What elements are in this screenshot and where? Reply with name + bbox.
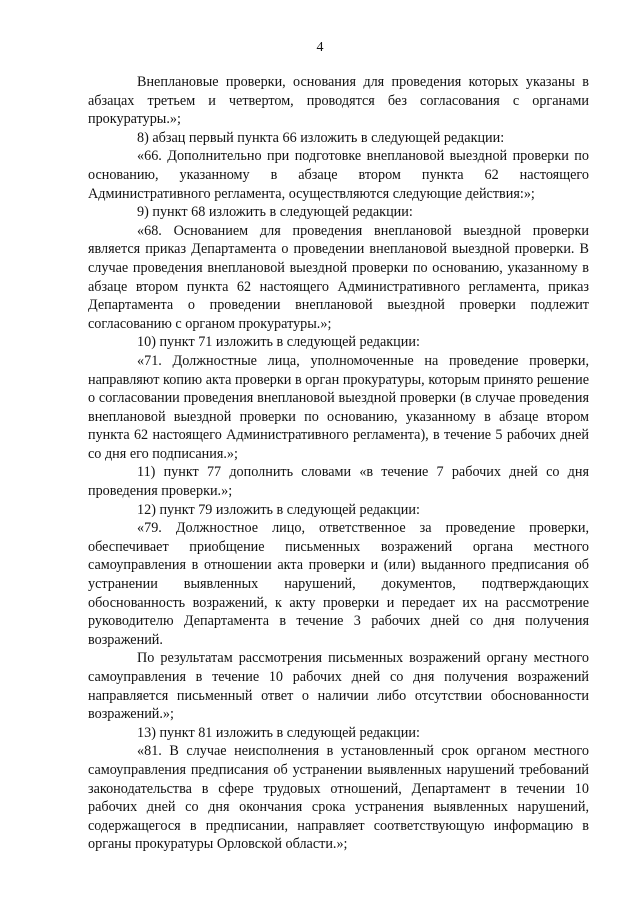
paragraph-13: «81. В случае неисполнения в установленный срок органом местного самоуправления предписания об устранении выявленных нарушений требований законодательства в сфере трудовых отношений, Департамент в течении 10 рабочих дней со дня окончания срока устранения выявленных нарушений, содержащегося в предписании, направляет соответствующую информацию в органы прокуратуры Орловской области.»; [88, 743, 589, 853]
paragraph-6: 10) пункт 71 изложить в следующей редакции: [137, 334, 420, 351]
page-number: 4 [316, 40, 324, 55]
paragraph-10: «79. Должностное лицо, ответственное за проведение проверки, обеспечивает приобщение письменных возражений органа местного самоуправления в отношении акта проверки и (или) выданного предписания об устранении выявленных нарушений, документов, подтверждающих обоснованность возражений, к акту проверки и передает их на рассмотрение руководителю Департамента в течение 3 рабочих дней со дня получения возражений. [88, 520, 589, 648]
paragraph-9: 12) пункт 79 изложить в следующей редакции: [137, 501, 420, 518]
paragraph-1: Внеплановые проверки, основания для проведения которых указаны в абзацах третьем и четвертом, проводятся без согласования с органами прокуратуры.»; [88, 74, 589, 128]
paragraph-8: 11) пункт 77 дополнить словами «в течение 7 рабочих дней со дня проведения проверки.»; [88, 464, 589, 500]
paragraph-5: «68. Основанием для проведения внеплановой выездной проверки является приказ Департамента о проведении внеплановой выездной проверки. В случае проведения внеплановой выездной проверки по основанию, указанному в абзаце втором пункта 62 настоящего Административного регламента, приказ Департамента о проведении внеплановой выездной проверки подлежит согласованию с органом прокуратуры.»; [88, 222, 589, 332]
paragraph-2: 8) абзац первый пункта 66 изложить в следующей редакции: [137, 129, 505, 146]
paragraph-11: По результатам рассмотрения письменных возражений органу местного самоуправления в течение 10 рабочих дней со дня получения возражений направляется письменный ответ о наличии либо отсутствии обоснованности возражений.»; [88, 650, 589, 723]
paragraph-7: «71. Должностные лица, уполномоченные на проведение проверки, направляют копию акта проверки в орган прокуратуры, которым принято решение о согласовании проведения внеплановой выездной проверки (в случае проведения внеплановой выездной проверки по основанию, указанному в абзаце втором пункта 62 настоящего Административного регламента), в течение 5 рабочих дней со дня его подписания.»; [88, 352, 589, 462]
paragraph-3: «66. Дополнительно при подготовке внеплановой выездной проверки по основанию, указанному в абзаце втором пункта 62 настоящего Административного регламента, осуществляются следующие действия:»; [88, 148, 589, 202]
paragraph-4: 9) пункт 68 изложить в следующей редакции: [137, 204, 413, 221]
document-body [88, 73, 589, 854]
paragraph-12: 13) пункт 81 изложить в следующей редакции: [137, 724, 420, 741]
